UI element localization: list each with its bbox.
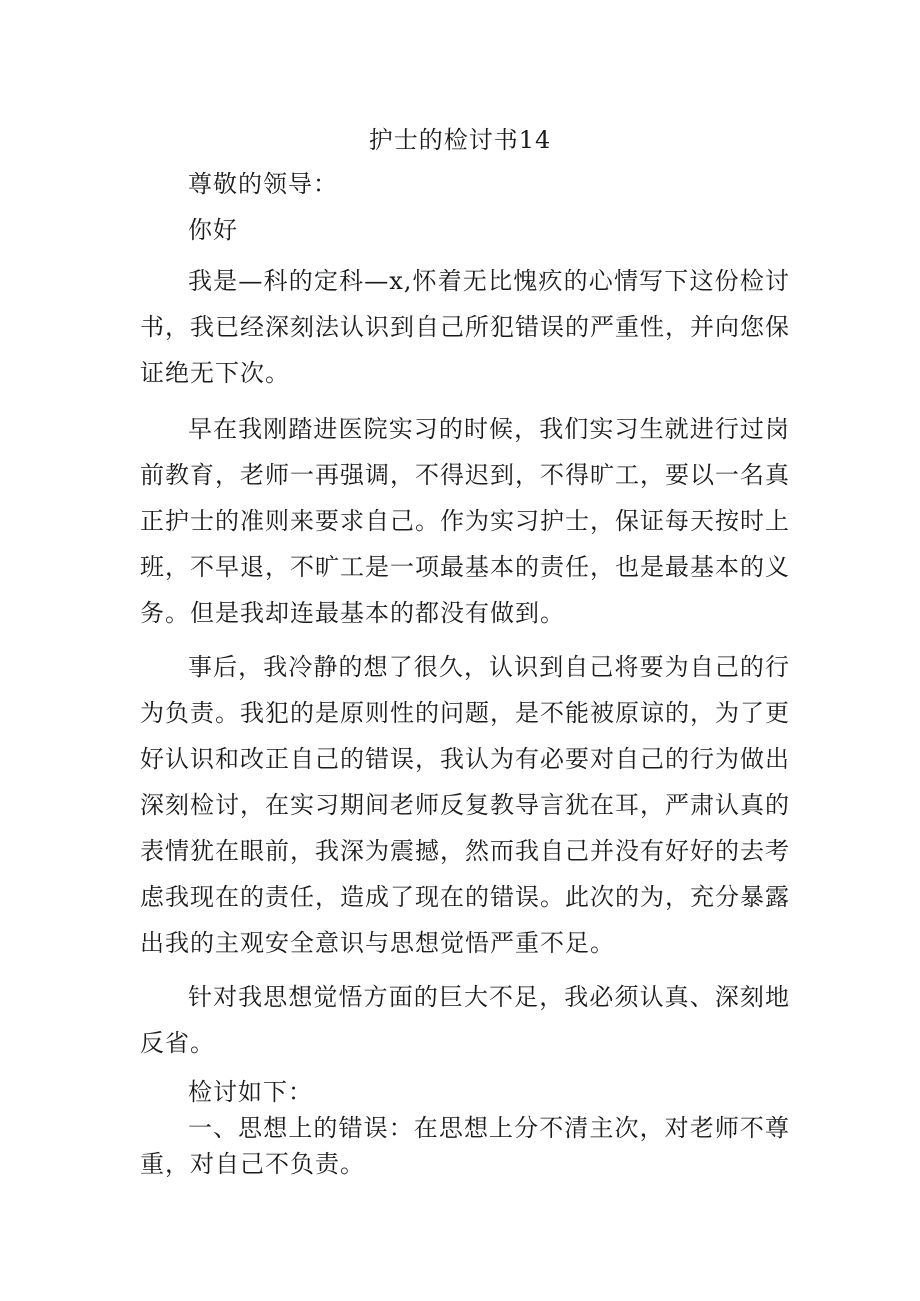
document-body xyxy=(140,258,790,1182)
paragraph-1: 我是—科的定科—x,怀着无比愧疚的心情写下这份检讨书，我已经深刻法认识到自己所犯错误的严重性，并向您保证绝无下次。 xyxy=(140,267,790,387)
salutation: 尊敬的领导： xyxy=(188,170,338,198)
greeting: 你好 xyxy=(188,216,238,244)
paragraph-4: 针对我思想觉悟方面的巨大不足，我必须认真、深刻地反省。 xyxy=(140,983,790,1057)
document-title: 护士的检讨书14 xyxy=(368,126,552,154)
paragraph-3: 事后，我冷静的想了很久，认识到自己将要为自己的行为负责。我犯的是原则性的问题，是不能被原谅的，为了更好认识和改正自己的错误，我认为有必要对自己的行为做出深刻检讨，在实习期间老师反复教导言犹在耳，严肃认真的表情犹在眼前，我深为震撼，然而我自己并没有好好的去考虑我现在的责任，造成了现在的错误。此次的为，充分暴露出我的主观安全意识与思想觉悟严重不足。 xyxy=(140,653,790,957)
review-intro: 检讨如下： xyxy=(188,1078,313,1106)
paragraph-2: 早在我刚踏进医院实习的时候，我们实习生就进行过岗前教育，老师一再强调，不得迟到，不得旷工，要以一名真正护士的准则来要求自己。作为实习护士，保证每天按时上班，不早退，不旷工是一项最基本的责任，也是最基本的义务。但是我却连最基本的都没有做到。 xyxy=(140,415,790,627)
point-one: 一、思想上的错误：在思想上分不清主次，对老师不尊重，对自己不负责。 xyxy=(140,1114,790,1178)
